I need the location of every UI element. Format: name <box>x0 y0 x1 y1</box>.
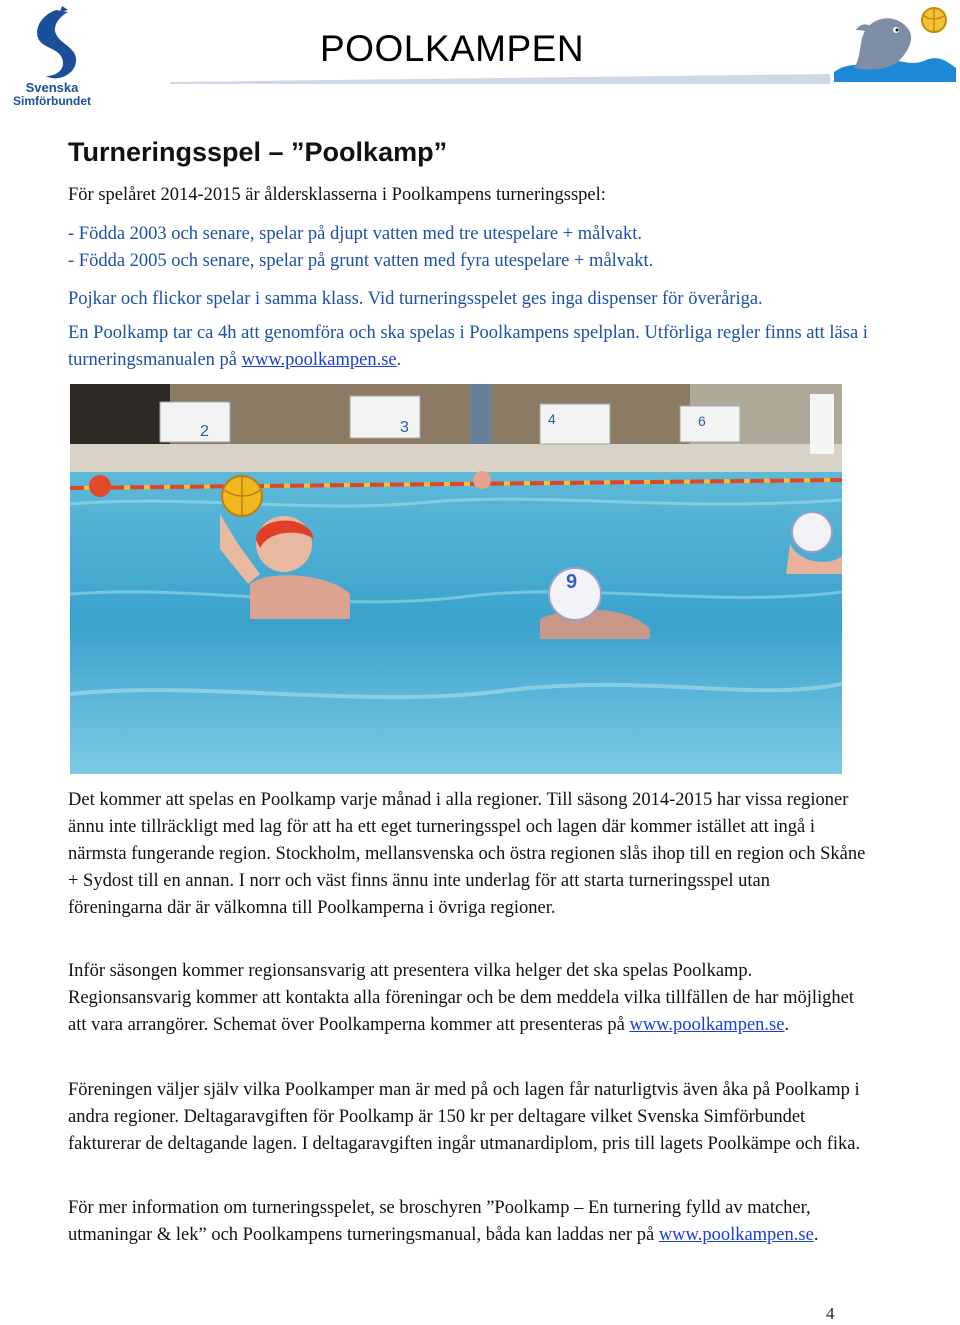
age-class-item: - Födda 2005 och senare, spelar på grunt vatten med fyra utespelare + målvakt. <box>68 251 654 271</box>
season-text-body: Inför säsongen kommer regionsansvarig att presentera vilka helger det ska spelas Poolkamp. Regionsansvarig kommer att kontakta alla föreningar och be dem meddela vilka tillfällen de har möjlighet att vara arrangörer. Schemat över Poolkamperna kommer att presenteras på <box>68 961 854 1035</box>
lane-number: 6 <box>698 413 706 429</box>
rules-text: En Poolkamp tar ca 4h att genomföra och ska spelas i Poolkampens spelplan. Utförliga regler finns att läsa i turneringsmanualen på www.poolkampen.se. <box>68 323 868 370</box>
poolkampen-link[interactable]: www.poolkampen.se <box>241 350 397 370</box>
header-title: POOLKAMPEN <box>320 28 585 69</box>
season-text: Inför säsongen kommer regionsansvarig att presentera vilka helger det ska spelas Poolkamp. Regionsansvarig kommer att kontakta alla föreningar och be dem meddela vilka tillfällen de har möjlighet att vara arrangörer. Schemat över Poolkamperna kommer att presenteras på www.poolkampen.se. <box>68 961 854 1035</box>
classes-text: Pojkar och flickor spelar i samma klass. Vid turneringsspelet ges inga dispenser för överåriga. <box>68 289 763 309</box>
section-heading: Turneringsspel – ”Poolkamp” <box>68 137 448 167</box>
lane-number: 2 <box>200 423 209 440</box>
header-divider <box>170 72 830 86</box>
logo-text-svenska: Svenska <box>25 80 79 95</box>
lane-number: 4 <box>548 411 556 427</box>
dolphin-mascot-logo <box>830 2 958 84</box>
fee-text: Föreningen väljer själv vilka Poolkamper man är med på och lagen får naturligtvis även åka på Poolkamp i andra regioner. Deltagaravgiften för Poolkamp är 150 kr per deltagare vilket Svenska Simförbundet fakturerar de deltagande lagen. I deltagaravgiften ingår utmanardiplom, pris till lagets Poolkämpe och fika. <box>68 1080 861 1154</box>
lane-number: 3 <box>400 419 409 436</box>
water-polo-photo <box>70 384 842 774</box>
regions-text: Det kommer att spelas en Poolkamp varje månad i alla regioner. Till säsong 2014-2015 har vissa regioner ännu inte tillräckligt med lag för att ha ett eget turneringsspel och lagen där kommer istället att ingå i närmsta fungerande region. Stockholm, mellansvenska och östra regionen slås ihop till en region och Skåne + Sydost till en annan. I norr och väst finns ännu inte underlag för att starta turneringsspel utan föreningarna där är välkomna till Poolkamperna i övriga regioner. <box>68 790 866 918</box>
page-number: 4 <box>826 1304 835 1323</box>
more-info-text-body: För mer information om turneringsspelet, se broschyren ”Poolkamp – En turnering fylld av matcher, utmaningar & lek” och Poolkampens turneringsmanual, båda kan laddas ner på <box>68 1198 811 1245</box>
rules-text-body: En Poolkamp tar ca 4h att genomföra och ska spelas i Poolkampens spelplan. Utförliga regler finns att läsa i turneringsmanualen på <box>68 323 868 370</box>
intro-text: För spelåret 2014-2015 är åldersklasserna i Poolkampens turneringsspel: <box>68 185 606 205</box>
poolkampen-link[interactable]: www.poolkampen.se <box>658 1225 814 1245</box>
svenska-simforbundet-logo <box>4 4 100 108</box>
swimmer-wave-icon <box>37 10 76 78</box>
logo-text-simforbundet: Simförbundet <box>13 94 91 108</box>
poolkampen-link[interactable]: www.poolkampen.se <box>629 1015 785 1035</box>
age-class-item: - Födda 2003 och senare, spelar på djupt vatten med tre utespelare + målvakt. <box>68 224 642 244</box>
more-info-text: För mer information om turneringsspelet, se broschyren ”Poolkamp – En turnering fylld av matcher, utmaningar & lek” och Poolkampens turneringsmanual, båda kan laddas ner på www.poolkampen.se. <box>68 1198 819 1245</box>
cap-number: 9 <box>566 571 578 593</box>
